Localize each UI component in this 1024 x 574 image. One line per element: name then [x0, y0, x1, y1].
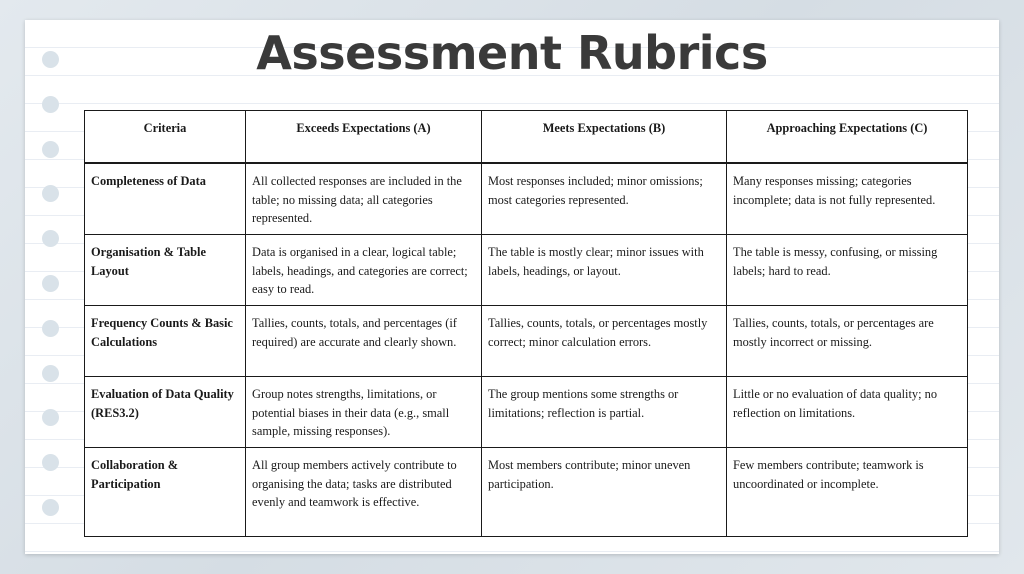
- approaching-cell: Many responses missing; categories incomplete; data is not fully represented.: [727, 163, 968, 235]
- criteria-cell: Evaluation of Data Quality (RES3.2): [85, 377, 246, 448]
- table-row: [85, 163, 968, 235]
- binder-hole: [42, 141, 59, 158]
- binder-hole: [42, 499, 59, 516]
- exceeds-cell: Data is organised in a clear, logical table; labels, headings, and categories are correct; easy to read.: [246, 235, 482, 306]
- criteria-cell: Frequency Counts & Basic Calculations: [85, 306, 246, 377]
- approaching-cell: Few members contribute; teamwork is uncoordinated or incomplete.: [727, 448, 968, 537]
- meets-cell: Tallies, counts, totals, or percentages mostly correct; minor calculation errors.: [482, 306, 727, 377]
- binder-hole: [42, 409, 59, 426]
- meets-cell: The table is mostly clear; minor issues with labels, headings, or layout.: [482, 235, 727, 306]
- binder-hole: [42, 454, 59, 471]
- binder-hole: [42, 365, 59, 382]
- criteria-cell: Collaboration & Participation: [85, 448, 246, 537]
- approaching-cell: Little or no evaluation of data quality; no reflection on limitations.: [727, 377, 968, 448]
- page-title: Assessment Rubrics: [256, 26, 768, 80]
- header-meets: Meets Expectations (B): [482, 111, 727, 164]
- approaching-cell: Tallies, counts, totals, or percentages are mostly incorrect or missing.: [727, 306, 968, 377]
- binder-hole: [42, 185, 59, 202]
- header-approaching: Approaching Expectations (C): [727, 111, 968, 164]
- binder-hole: [42, 320, 59, 337]
- meets-cell: Most members contribute; minor uneven participation.: [482, 448, 727, 537]
- exceeds-cell: All group members actively contribute to organising the data; tasks are distributed evenly and teamwork is effective.: [246, 448, 482, 537]
- exceeds-cell: All collected responses are included in the table; no missing data; all categories represented.: [246, 163, 482, 235]
- table-row: [85, 235, 968, 306]
- header-row: [85, 111, 968, 164]
- exceeds-cell: Tallies, counts, totals, and percentages (if required) are accurate and clearly shown.: [246, 306, 482, 377]
- table-row: [85, 306, 968, 377]
- meets-cell: The group mentions some strengths or limitations; reflection is partial.: [482, 377, 727, 448]
- meets-cell: Most responses included; minor omissions; most categories represented.: [482, 163, 727, 235]
- binder-hole: [42, 96, 59, 113]
- header-exceeds: Exceeds Expectations (A): [246, 111, 482, 164]
- binder-hole: [42, 275, 59, 292]
- exceeds-cell: Group notes strengths, limitations, or potential biases in their data (e.g., small sample, missing responses).: [246, 377, 482, 448]
- binder-hole: [42, 230, 59, 247]
- criteria-cell: Completeness of Data: [85, 163, 246, 235]
- table-row: [85, 377, 968, 448]
- approaching-cell: The table is messy, confusing, or missing labels; hard to read.: [727, 235, 968, 306]
- binder-holes: [42, 51, 62, 544]
- rubric-table: [84, 110, 968, 537]
- criteria-cell: Organisation & Table Layout: [85, 235, 246, 306]
- header-criteria: Criteria: [85, 111, 246, 164]
- table-row: [85, 448, 968, 537]
